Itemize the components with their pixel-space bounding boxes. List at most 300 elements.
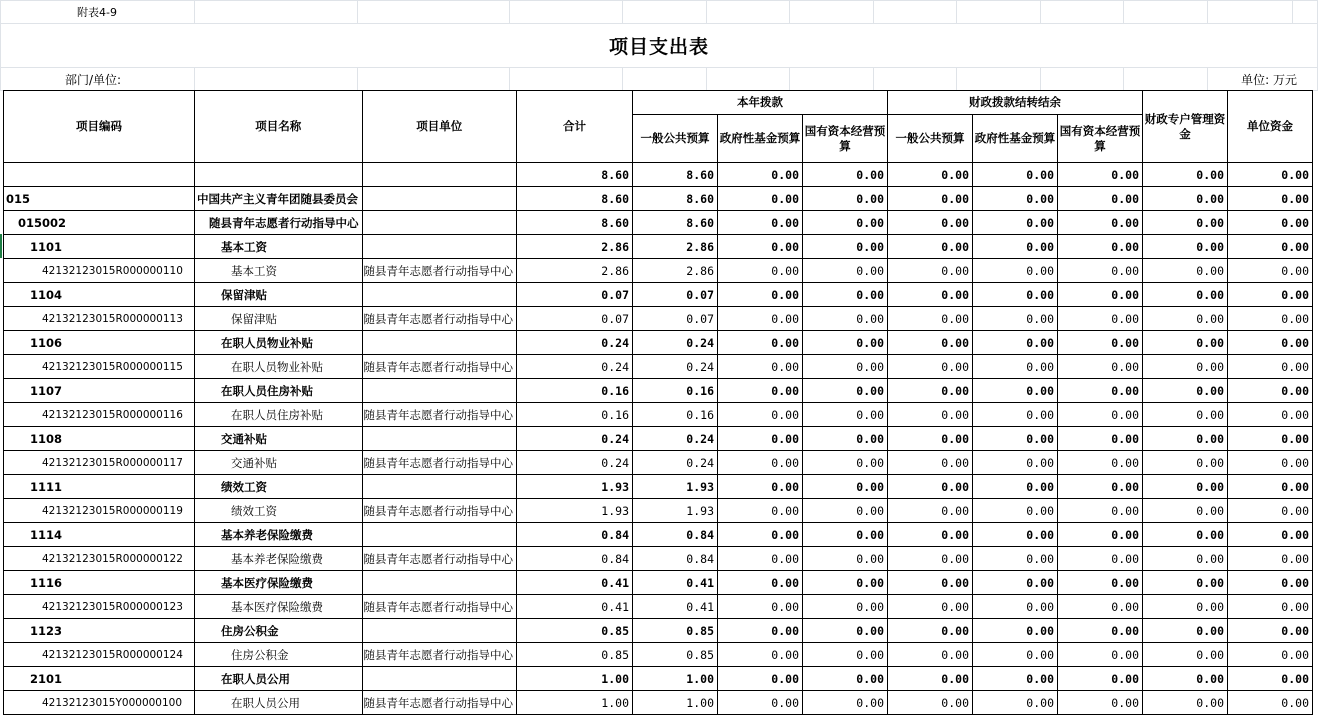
cell-project-unit[interactable] [362,571,517,595]
cell-carry-general-budget[interactable]: 0.00 [888,187,973,211]
cell-carry-general-budget[interactable]: 0.00 [888,499,973,523]
cell-gov-fund[interactable]: 0.00 [718,355,803,379]
cell-carry-gov-fund[interactable]: 0.00 [973,379,1058,403]
table-row[interactable] [4,547,1313,571]
header-group-carryover[interactable]: 财政拨款结转结余 [888,91,1143,115]
cell-project-name[interactable]: 住房公积金 [195,619,363,643]
cell-total[interactable]: 0.85 [517,619,633,643]
page-title[interactable]: 项目支出表 [1,24,1318,68]
cell-carry-gov-fund[interactable]: 0.00 [973,499,1058,523]
cell-unit-funds[interactable]: 0.00 [1228,547,1313,571]
cell-unit-funds[interactable]: 0.00 [1228,355,1313,379]
cell-state-capital[interactable]: 0.00 [803,379,888,403]
header-carry-gov-fund[interactable]: 政府性基金预算 [973,115,1058,163]
cell-project-unit[interactable] [362,475,517,499]
cell-unit-funds[interactable]: 0.00 [1228,595,1313,619]
cell-carry-gov-fund[interactable]: 0.00 [973,403,1058,427]
header-total[interactable]: 合计 [517,91,633,163]
cell-unit-funds[interactable]: 0.00 [1228,523,1313,547]
cell-carry-general-budget[interactable]: 0.00 [888,523,973,547]
cell-unit-funds[interactable]: 0.00 [1228,451,1313,475]
table-row[interactable] [4,331,1313,355]
table-row[interactable] [4,667,1313,691]
cell-carry-gov-fund[interactable]: 0.00 [973,571,1058,595]
cell-carry-general-budget[interactable]: 0.00 [888,379,973,403]
cell-carry-general-budget[interactable]: 0.00 [888,547,973,571]
cell-carry-state-capital[interactable]: 0.00 [1058,163,1143,187]
cell[interactable] [509,68,623,91]
cell-carry-state-capital[interactable]: 0.00 [1058,691,1143,715]
cell-carry-state-capital[interactable]: 0.00 [1058,667,1143,691]
cell-general-budget[interactable]: 0.24 [633,451,718,475]
cell-project-unit[interactable] [362,163,517,187]
cell-state-capital[interactable]: 0.00 [803,595,888,619]
cell-gov-fund[interactable]: 0.00 [718,547,803,571]
cell-total[interactable]: 8.60 [517,211,633,235]
cell-project-unit[interactable] [362,283,517,307]
cell-project-name[interactable] [195,163,363,187]
cell-carry-state-capital[interactable]: 0.00 [1058,235,1143,259]
cell-project-name[interactable]: 绩效工资 [195,475,363,499]
cell-project-name[interactable]: 在职人员公用 [195,691,363,715]
cell-carry-state-capital[interactable]: 0.00 [1058,427,1143,451]
cell-carry-gov-fund[interactable]: 0.00 [973,163,1058,187]
cell-project-code[interactable]: 42132123015R000000110 [4,259,195,283]
header-carry-general-budget[interactable]: 一般公共预算 [888,115,973,163]
cell-project-unit[interactable]: 随县青年志愿者行动指导中心 [362,259,517,283]
cell-fin-special[interactable]: 0.00 [1143,379,1228,403]
cell-fin-special[interactable]: 0.00 [1143,667,1228,691]
cell[interactable] [873,1,956,24]
header-gov-fund[interactable]: 政府性基金预算 [718,115,803,163]
cell-general-budget[interactable]: 0.07 [633,283,718,307]
cell-total[interactable]: 0.24 [517,355,633,379]
cell-project-name[interactable]: 基本工资 [195,235,363,259]
cell-general-budget[interactable]: 0.16 [633,403,718,427]
cell-unit-funds[interactable]: 0.00 [1228,499,1313,523]
cell-carry-general-budget[interactable]: 0.00 [888,427,973,451]
cell-project-name[interactable]: 在职人员住房补贴 [195,403,363,427]
cell-total[interactable]: 1.00 [517,667,633,691]
table-row[interactable] [4,499,1313,523]
dept-label-cell[interactable]: 部门/单位: [1,68,195,91]
cell-project-unit[interactable] [362,379,517,403]
cell-project-code[interactable]: 1123 [4,619,195,643]
cell-fin-special[interactable]: 0.00 [1143,547,1228,571]
table-row[interactable] [4,163,1313,187]
cell-gov-fund[interactable]: 0.00 [718,259,803,283]
header-group-current-year[interactable]: 本年拨款 [633,91,888,115]
cell-gov-fund[interactable]: 0.00 [718,211,803,235]
cell[interactable] [790,1,873,24]
cell-state-capital[interactable]: 0.00 [803,211,888,235]
cell-gov-fund[interactable]: 0.00 [718,451,803,475]
cell-project-name[interactable]: 交通补贴 [195,427,363,451]
cell-project-name[interactable]: 随县青年志愿者行动指导中心 [195,211,363,235]
cell-carry-general-budget[interactable]: 0.00 [888,211,973,235]
cell[interactable] [194,1,358,24]
cell-carry-general-budget[interactable]: 0.00 [888,259,973,283]
cell-project-code[interactable]: 42132123015R000000117 [4,451,195,475]
cell-carry-general-budget[interactable]: 0.00 [888,403,973,427]
cell-total[interactable]: 2.86 [517,259,633,283]
cell-fin-special[interactable]: 0.00 [1143,403,1228,427]
cell-project-code[interactable]: 2101 [4,667,195,691]
cell-carry-state-capital[interactable]: 0.00 [1058,547,1143,571]
cell-unit-funds[interactable]: 0.00 [1228,187,1313,211]
cell-project-name[interactable]: 在职人员住房补贴 [195,379,363,403]
cell-project-unit[interactable]: 随县青年志愿者行动指导中心 [362,499,517,523]
cell-project-code[interactable]: 1114 [4,523,195,547]
cell-project-code[interactable]: 1111 [4,475,195,499]
cell-project-unit[interactable]: 随县青年志愿者行动指导中心 [362,547,517,571]
cell-general-budget[interactable]: 0.24 [633,427,718,451]
unit-label-cell[interactable]: 单位: 万元 [1207,68,1317,91]
cell-state-capital[interactable]: 0.00 [803,427,888,451]
cell-project-name[interactable]: 基本养老保险缴费 [195,523,363,547]
cell[interactable] [623,1,706,24]
cell-state-capital[interactable]: 0.00 [803,307,888,331]
table-row[interactable] [4,283,1313,307]
cell-state-capital[interactable]: 0.00 [803,451,888,475]
cell-project-name[interactable]: 保留津贴 [195,307,363,331]
table-row[interactable] [4,571,1313,595]
cell[interactable] [957,1,1040,24]
cell-fin-special[interactable]: 0.00 [1143,691,1228,715]
cell-total[interactable]: 0.84 [517,547,633,571]
cell-general-budget[interactable]: 1.93 [633,499,718,523]
cell-carry-state-capital[interactable]: 0.00 [1058,211,1143,235]
cell-project-code[interactable]: 1101 [4,235,195,259]
cell-gov-fund[interactable]: 0.00 [718,595,803,619]
cell-carry-gov-fund[interactable]: 0.00 [973,211,1058,235]
cell-project-unit[interactable]: 随县青年志愿者行动指导中心 [362,643,517,667]
cell-fin-special[interactable]: 0.00 [1143,523,1228,547]
cell-project-code[interactable] [4,163,195,187]
attachment-label-cell[interactable]: 附表4-9 [1,1,195,24]
cell-project-name[interactable]: 基本医疗保险缴费 [195,595,363,619]
cell-total[interactable]: 0.41 [517,571,633,595]
cell-fin-special[interactable]: 0.00 [1143,307,1228,331]
cell-state-capital[interactable]: 0.00 [803,667,888,691]
cell[interactable] [358,68,509,91]
cell-project-code[interactable]: 42132123015Y000000100 [4,691,195,715]
cell-carry-state-capital[interactable]: 0.00 [1058,499,1143,523]
cell-carry-gov-fund[interactable]: 0.00 [973,667,1058,691]
cell-unit-funds[interactable]: 0.00 [1228,691,1313,715]
cell-project-code[interactable]: 1116 [4,571,195,595]
cell-project-unit[interactable] [362,523,517,547]
cell-carry-gov-fund[interactable]: 0.00 [973,691,1058,715]
table-row[interactable] [4,259,1313,283]
cell-carry-general-budget[interactable]: 0.00 [888,643,973,667]
cell-project-unit[interactable] [362,187,517,211]
header-project-name[interactable]: 项目名称 [195,91,363,163]
cell-general-budget[interactable]: 0.85 [633,619,718,643]
cell-fin-special[interactable]: 0.00 [1143,571,1228,595]
cell-carry-gov-fund[interactable]: 0.00 [973,547,1058,571]
cell-gov-fund[interactable]: 0.00 [718,307,803,331]
cell-fin-special[interactable]: 0.00 [1143,283,1228,307]
cell-total[interactable]: 0.07 [517,307,633,331]
cell-unit-funds[interactable]: 0.00 [1228,283,1313,307]
cell-project-name[interactable]: 基本养老保险缴费 [195,547,363,571]
cell-unit-funds[interactable]: 0.00 [1228,235,1313,259]
cell-state-capital[interactable]: 0.00 [803,355,888,379]
table-row[interactable] [4,475,1313,499]
cell-general-budget[interactable]: 0.41 [633,595,718,619]
cell-state-capital[interactable]: 0.00 [803,571,888,595]
cell-general-budget[interactable]: 0.07 [633,307,718,331]
cell-project-unit[interactable]: 随县青年志愿者行动指导中心 [362,355,517,379]
cell-gov-fund[interactable]: 0.00 [718,403,803,427]
cell-gov-fund[interactable]: 0.00 [718,619,803,643]
cell-fin-special[interactable]: 0.00 [1143,331,1228,355]
cell-state-capital[interactable]: 0.00 [803,163,888,187]
cell-state-capital[interactable]: 0.00 [803,499,888,523]
cell-project-name[interactable]: 绩效工资 [195,499,363,523]
cell-unit-funds[interactable]: 0.00 [1228,475,1313,499]
cell-fin-special[interactable]: 0.00 [1143,235,1228,259]
cell-fin-special[interactable]: 0.00 [1143,451,1228,475]
cell-gov-fund[interactable]: 0.00 [718,331,803,355]
cell-carry-gov-fund[interactable]: 0.00 [973,283,1058,307]
cell-gov-fund[interactable]: 0.00 [718,571,803,595]
header-project-code[interactable]: 项目编码 [4,91,195,163]
table-row[interactable] [4,691,1313,715]
cell-carry-state-capital[interactable]: 0.00 [1058,403,1143,427]
cell-project-name[interactable]: 基本医疗保险缴费 [195,571,363,595]
cell-total[interactable]: 2.86 [517,235,633,259]
header-carry-state-capital[interactable]: 国有资本经营预算 [1058,115,1143,163]
cell-project-name[interactable]: 住房公积金 [195,643,363,667]
cell-project-code[interactable]: 42132123015R000000113 [4,307,195,331]
cell-carry-gov-fund[interactable]: 0.00 [973,331,1058,355]
cell-project-name[interactable]: 在职人员物业补贴 [195,331,363,355]
cell-carry-state-capital[interactable]: 0.00 [1058,571,1143,595]
table-row[interactable] [4,211,1313,235]
table-row[interactable] [4,379,1313,403]
cell-unit-funds[interactable]: 0.00 [1228,643,1313,667]
cell-gov-fund[interactable]: 0.00 [718,163,803,187]
table-row[interactable] [4,235,1313,259]
table-row[interactable] [4,595,1313,619]
header-unit-funds[interactable]: 单位资金 [1228,91,1313,163]
cell-fin-special[interactable]: 0.00 [1143,475,1228,499]
cell-unit-funds[interactable]: 0.00 [1228,259,1313,283]
cell-total[interactable]: 0.24 [517,331,633,355]
cell-gov-fund[interactable]: 0.00 [718,235,803,259]
cell-project-unit[interactable] [362,211,517,235]
cell-fin-special[interactable]: 0.00 [1143,211,1228,235]
cell-carry-gov-fund[interactable]: 0.00 [973,451,1058,475]
cell-gov-fund[interactable]: 0.00 [718,691,803,715]
cell-general-budget[interactable]: 0.84 [633,547,718,571]
cell-unit-funds[interactable]: 0.00 [1228,667,1313,691]
cell-general-budget[interactable]: 1.93 [633,475,718,499]
cell-project-name[interactable]: 中国共产主义青年团随县委员会 [195,187,363,211]
cell-carry-gov-fund[interactable]: 0.00 [973,427,1058,451]
cell-project-code[interactable]: 1104 [4,283,195,307]
cell-fin-special[interactable]: 0.00 [1143,619,1228,643]
cell-total[interactable]: 0.16 [517,379,633,403]
cell-carry-state-capital[interactable]: 0.00 [1058,307,1143,331]
cell-total[interactable]: 0.07 [517,283,633,307]
cell-project-unit[interactable]: 随县青年志愿者行动指导中心 [362,691,517,715]
cell-carry-general-budget[interactable]: 0.00 [888,667,973,691]
cell-carry-gov-fund[interactable]: 0.00 [973,619,1058,643]
cell-carry-general-budget[interactable]: 0.00 [888,451,973,475]
cell-project-name[interactable]: 保留津贴 [195,283,363,307]
cell-unit-funds[interactable]: 0.00 [1228,163,1313,187]
table-row[interactable] [4,307,1313,331]
cell-unit-funds[interactable]: 0.00 [1228,619,1313,643]
cell[interactable] [790,68,873,91]
cell[interactable] [358,1,509,24]
cell-project-unit[interactable]: 随县青年志愿者行动指导中心 [362,451,517,475]
cell-general-budget[interactable]: 8.60 [633,211,718,235]
table-row[interactable] [4,643,1313,667]
cell-unit-funds[interactable]: 0.00 [1228,307,1313,331]
cell-project-code[interactable]: 42132123015R000000122 [4,547,195,571]
cell-general-budget[interactable]: 0.24 [633,331,718,355]
cell-state-capital[interactable]: 0.00 [803,259,888,283]
cell-fin-special[interactable]: 0.00 [1143,499,1228,523]
cell-carry-gov-fund[interactable]: 0.00 [973,187,1058,211]
header-project-unit[interactable]: 项目单位 [362,91,517,163]
cell-carry-general-budget[interactable]: 0.00 [888,619,973,643]
cell-state-capital[interactable]: 0.00 [803,283,888,307]
cell-project-code[interactable]: 015 [4,187,195,211]
cell-total[interactable]: 0.41 [517,595,633,619]
cell-gov-fund[interactable]: 0.00 [718,523,803,547]
cell[interactable] [1040,1,1123,24]
cell-project-code[interactable]: 1107 [4,379,195,403]
table-row[interactable] [4,619,1313,643]
cell-gov-fund[interactable]: 0.00 [718,475,803,499]
cell-project-code[interactable]: 42132123015R000000116 [4,403,195,427]
cell-carry-general-budget[interactable]: 0.00 [888,355,973,379]
cell[interactable] [194,68,358,91]
cell[interactable] [957,68,1040,91]
cell[interactable] [1124,1,1207,24]
cell-fin-special[interactable]: 0.00 [1143,595,1228,619]
cell-gov-fund[interactable]: 0.00 [718,187,803,211]
cell-total[interactable]: 0.24 [517,451,633,475]
cell-carry-general-budget[interactable]: 0.00 [888,307,973,331]
cell[interactable] [1293,1,1318,24]
cell-carry-state-capital[interactable]: 0.00 [1058,283,1143,307]
cell-carry-state-capital[interactable]: 0.00 [1058,355,1143,379]
table-row[interactable] [4,355,1313,379]
table-row[interactable] [4,523,1313,547]
cell-carry-state-capital[interactable]: 0.00 [1058,523,1143,547]
cell-unit-funds[interactable]: 0.00 [1228,403,1313,427]
cell-gov-fund[interactable]: 0.00 [718,667,803,691]
cell-carry-general-budget[interactable]: 0.00 [888,475,973,499]
cell-unit-funds[interactable]: 0.00 [1228,331,1313,355]
cell-project-unit[interactable]: 随县青年志愿者行动指导中心 [362,403,517,427]
cell-state-capital[interactable]: 0.00 [803,643,888,667]
cell-carry-general-budget[interactable]: 0.00 [888,163,973,187]
cell-project-name[interactable]: 在职人员物业补贴 [195,355,363,379]
cell-state-capital[interactable]: 0.00 [803,547,888,571]
cell-general-budget[interactable]: 0.24 [633,355,718,379]
cell-carry-gov-fund[interactable]: 0.00 [973,595,1058,619]
cell-carry-state-capital[interactable]: 0.00 [1058,259,1143,283]
cell-state-capital[interactable]: 0.00 [803,475,888,499]
cell-carry-gov-fund[interactable]: 0.00 [973,235,1058,259]
cell-project-code[interactable]: 42132123015R000000124 [4,643,195,667]
table-row[interactable] [4,427,1313,451]
cell-carry-general-budget[interactable]: 0.00 [888,331,973,355]
cell-carry-general-budget[interactable]: 0.00 [888,571,973,595]
cell-unit-funds[interactable]: 0.00 [1228,379,1313,403]
cell-carry-state-capital[interactable]: 0.00 [1058,619,1143,643]
cell-fin-special[interactable]: 0.00 [1143,187,1228,211]
cell-state-capital[interactable]: 0.00 [803,619,888,643]
cell-general-budget[interactable]: 0.85 [633,643,718,667]
cell-general-budget[interactable]: 0.16 [633,379,718,403]
cell-total[interactable]: 1.00 [517,691,633,715]
cell-project-name[interactable]: 交通补贴 [195,451,363,475]
cell-carry-gov-fund[interactable]: 0.00 [973,355,1058,379]
cell-unit-funds[interactable]: 0.00 [1228,427,1313,451]
cell-carry-gov-fund[interactable]: 0.00 [973,523,1058,547]
cell[interactable] [623,68,706,91]
cell-gov-fund[interactable]: 0.00 [718,379,803,403]
header-general-budget[interactable]: 一般公共预算 [633,115,718,163]
cell-general-budget[interactable]: 8.60 [633,187,718,211]
cell-fin-special[interactable]: 0.00 [1143,355,1228,379]
cell[interactable] [509,1,623,24]
cell-total[interactable]: 1.93 [517,475,633,499]
cell-gov-fund[interactable]: 0.00 [718,499,803,523]
cell-general-budget[interactable]: 2.86 [633,259,718,283]
cell-project-code[interactable]: 1108 [4,427,195,451]
cell-project-unit[interactable] [362,235,517,259]
cell-carry-general-budget[interactable]: 0.00 [888,691,973,715]
cell-general-budget[interactable]: 0.84 [633,523,718,547]
cell-general-budget[interactable]: 1.00 [633,667,718,691]
cell-carry-state-capital[interactable]: 0.00 [1058,451,1143,475]
cell-carry-state-capital[interactable]: 0.00 [1058,379,1143,403]
cell-state-capital[interactable]: 0.00 [803,331,888,355]
cell-state-capital[interactable]: 0.00 [803,523,888,547]
cell-carry-general-budget[interactable]: 0.00 [888,283,973,307]
cell[interactable] [1207,1,1292,24]
cell-state-capital[interactable]: 0.00 [803,691,888,715]
cell-project-unit[interactable] [362,331,517,355]
cell-project-unit[interactable]: 随县青年志愿者行动指导中心 [362,595,517,619]
cell-gov-fund[interactable]: 0.00 [718,283,803,307]
cell-general-budget[interactable]: 8.60 [633,163,718,187]
table-row[interactable] [4,187,1313,211]
cell-project-code[interactable]: 42132123015R000000115 [4,355,195,379]
cell-carry-gov-fund[interactable]: 0.00 [973,475,1058,499]
cell[interactable] [706,1,789,24]
header-fin-special[interactable]: 财政专户管理资金 [1143,91,1228,163]
cell-carry-state-capital[interactable]: 0.00 [1058,331,1143,355]
cell-unit-funds[interactable]: 0.00 [1228,571,1313,595]
cell-gov-fund[interactable]: 0.00 [718,427,803,451]
cell-total[interactable]: 0.84 [517,523,633,547]
cell-total[interactable]: 0.85 [517,643,633,667]
cell[interactable] [1040,68,1123,91]
cell-total[interactable]: 0.16 [517,403,633,427]
cell-carry-state-capital[interactable]: 0.00 [1058,595,1143,619]
cell-project-unit[interactable]: 随县青年志愿者行动指导中心 [362,307,517,331]
